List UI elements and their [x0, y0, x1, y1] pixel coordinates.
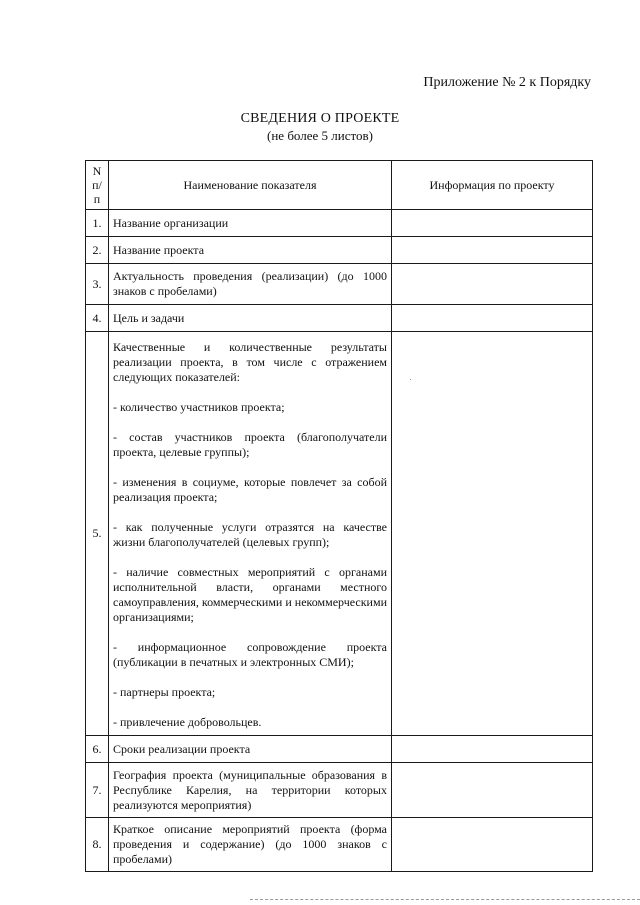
results-item: - информационное сопровождение проекта (публикации в печатных и электронных СМИ); [113, 640, 387, 669]
row-indicator: География проекта (муниципальные образования в Республике Карелия, на территории которых реализуются мероприятия) [109, 763, 392, 818]
row-info-cell [392, 237, 593, 264]
row-info-cell [392, 210, 593, 237]
header-indicator-name: Наименование показателя [109, 161, 392, 210]
row-indicator: Цель и задачи [109, 305, 392, 332]
results-item: - количество участников проекта; [113, 400, 285, 414]
project-info-table [85, 160, 593, 872]
results-item: - изменения в социуме, которые повлечет за собой реализация проекта; [113, 475, 387, 504]
results-item: - состав участников проекта (благополучатели проекта, целевые группы); [113, 430, 387, 459]
row-number: 7. [86, 763, 109, 818]
row-info-cell [392, 305, 593, 332]
results-item: - как полученные услуги отразятся на качестве жизни благополучателей (целевых групп); [113, 520, 387, 549]
row-number: 4. [86, 305, 109, 332]
row-indicator: Краткое описание мероприятий проекта (форма проведения и содержание) (до 1000 знаков с пробелами) [109, 818, 392, 872]
document-title: СВЕДЕНИЯ О ПРОЕКТЕ [240, 111, 400, 126]
table-header-row [86, 161, 593, 210]
results-item: Качественные и количественные результаты реализации проекта, в том числе с отражением следующих показателей: [113, 340, 387, 384]
row-info-cell [392, 736, 593, 763]
table-row [86, 305, 593, 332]
row-info-cell [392, 264, 593, 305]
table-row [86, 237, 593, 264]
table-row [86, 736, 593, 763]
row-number: 6. [86, 736, 109, 763]
row-number: 2. [86, 237, 109, 264]
table-row [86, 210, 593, 237]
row-info-cell [392, 332, 593, 736]
table-row [86, 264, 593, 305]
row-info-cell [392, 818, 593, 872]
results-item: - партнеры проекта; [113, 685, 216, 699]
title-block [0, 111, 640, 144]
appendix-label: Приложение № 2 к Порядку [423, 75, 591, 90]
table-row-results [86, 332, 593, 736]
row-number: 5. [86, 332, 109, 736]
row-info-cell [392, 763, 593, 818]
header-number: N п/п [86, 161, 109, 210]
row-number: 1. [86, 210, 109, 237]
results-item: - привлечение добровольцев. [113, 715, 262, 729]
row-indicator: Название проекта [109, 237, 392, 264]
results-item: - наличие совместных мероприятий с органами исполнительной власти, органами местного самоуправления, коммерческими и некоммерческими организациями; [113, 565, 387, 624]
row-number: 3. [86, 264, 109, 305]
row-indicator-results [109, 332, 392, 736]
scan-edge-artifact [250, 899, 640, 902]
row-number: 8. [86, 818, 109, 872]
table-row [86, 763, 593, 818]
header-project-info: Информация по проекту [392, 161, 593, 210]
row-indicator: Актуальность проведения (реализации) (до 1000 знаков с пробелами) [109, 264, 392, 305]
table-row [86, 818, 593, 872]
scan-speck [410, 379, 411, 380]
document-subtitle: (не более 5 листов) [267, 128, 373, 143]
row-indicator: Название организации [109, 210, 392, 237]
row-indicator: Сроки реализации проекта [109, 736, 392, 763]
